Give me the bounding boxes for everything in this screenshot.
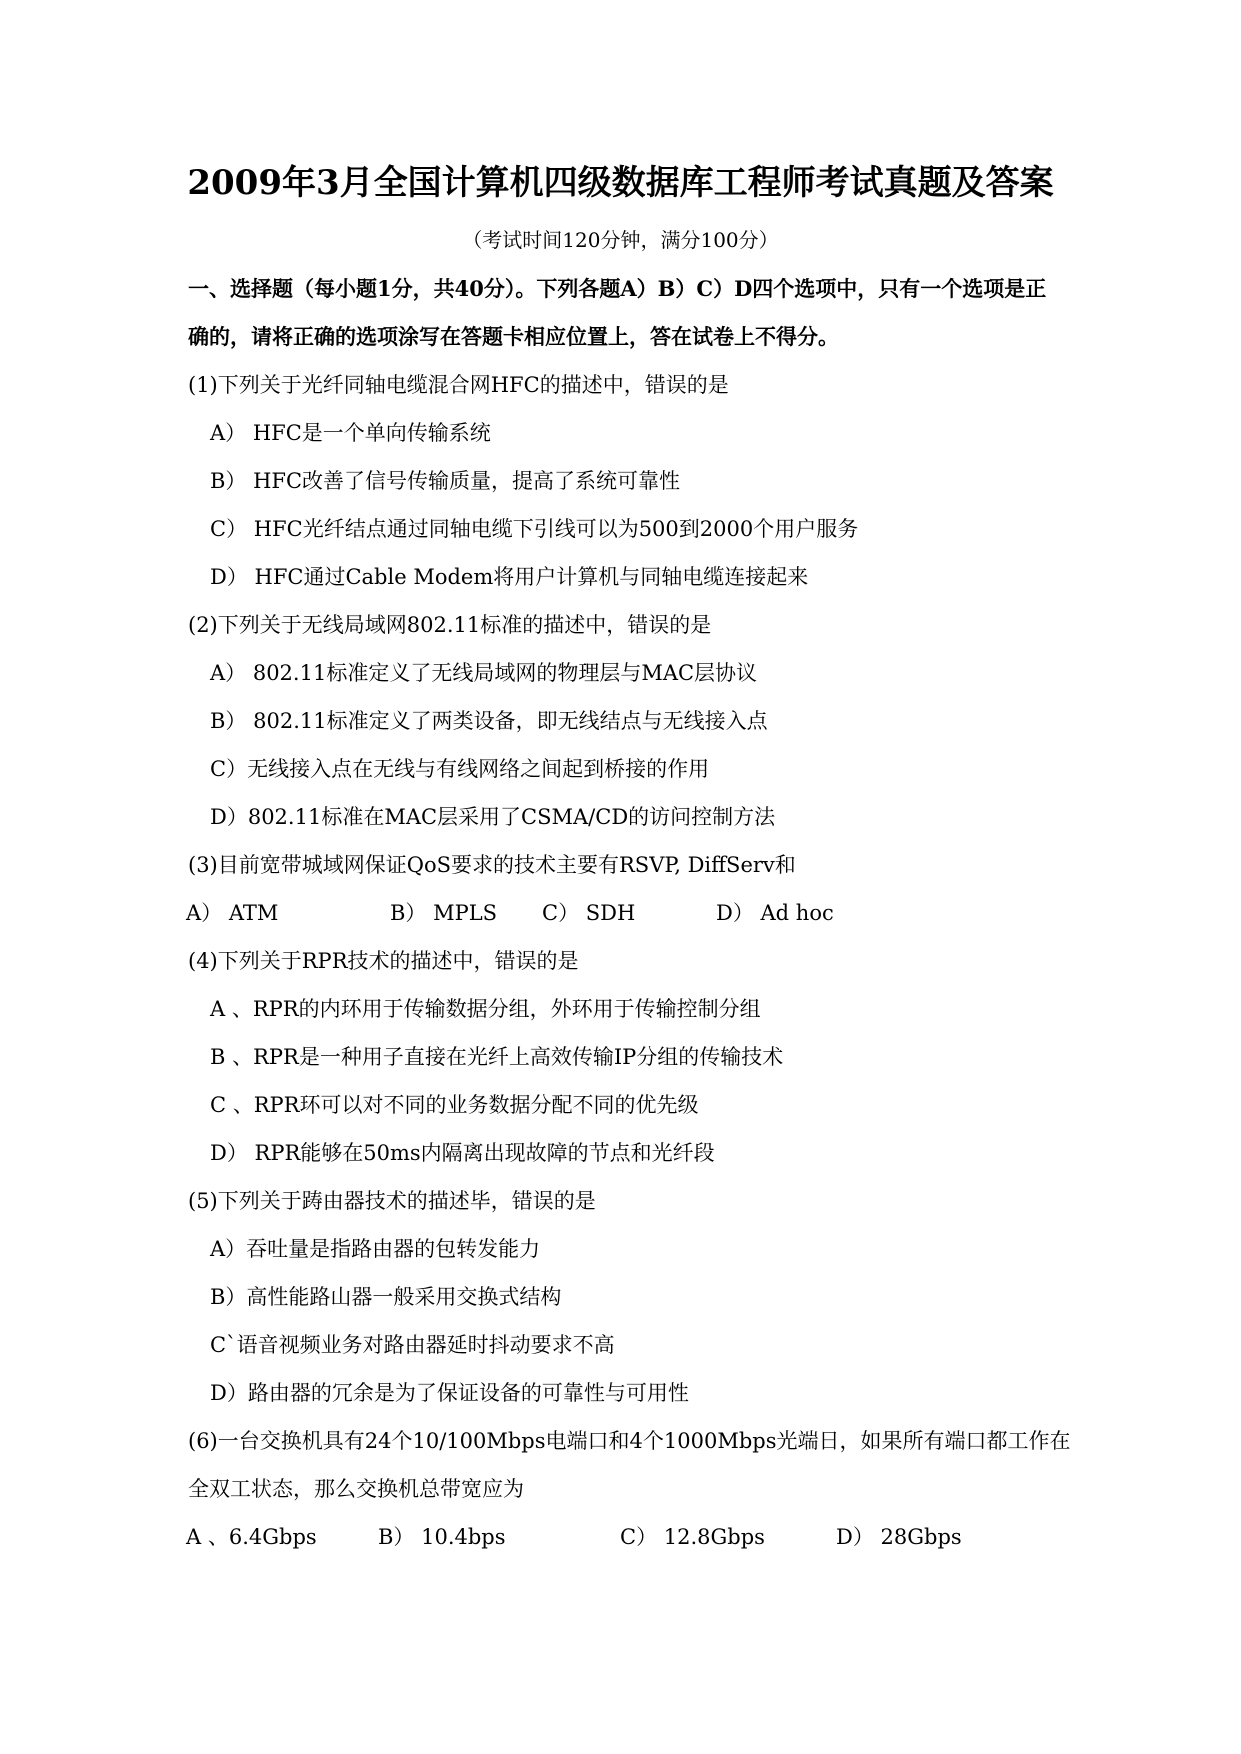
q4-option-b: B 、RPR是一种用子直接在光纤上高效传输IP分组的传输技术 [210,1045,784,1069]
q1-option-d: D） HFC通过Cable Modem将用户计算机与同轴电缆连接起来 [210,565,809,589]
q4-option-a: A 、RPR的内环用于传输数据分组，外环用于传输控制分组 [210,997,761,1021]
q6-option-a: A 、6.4Gbps [186,1525,317,1549]
q3-option-a: A） ATM [186,901,279,925]
q6-option-d: D） 28Gbps [836,1525,962,1549]
instructions-line-2: 确的，请将正确的选项涂写在答题卡相应位置上，答在试卷上不得分。 [188,324,839,349]
q5-stem: (5)下列关于踌由器技术的描述毕，错误的是 [188,1189,596,1213]
q5-option-a: A）吞吐量是指路由器的包转发能力 [210,1237,541,1261]
q6-option-c: C） 12.8Gbps [620,1525,765,1549]
q2-option-c: C）无线接入点在无线与有线网络之间起到桥接的作用 [210,757,710,781]
q1-option-c: C） HFC光纤结点通过同轴电缆下引线可以为500到2000个用户服务 [210,517,859,541]
q4-stem: (4)下列关于RPR技术的描述中，错误的是 [188,949,579,973]
q2-option-a: A） 802.11标准定义了无线局域网的物理层与MAC层协议 [210,661,758,685]
q3-option-c: C） SDH [542,901,636,925]
q1-stem: (1)下列关于光纤同轴电缆混合网HFC的描述中，错误的是 [188,373,729,397]
q1-option-a: A） HFC是一个单向传输系统 [210,421,491,445]
q6-stem-line-1: (6)一台交换机具有24个10/100Mbps电端口和4个1000Mbps光端日，如果所有端口都工作在 [188,1429,1071,1453]
q2-stem: (2)下列关于无线局域网802.11标准的描述中，错误的是 [188,613,712,637]
q3-option-d: D） Ad hoc [716,901,834,925]
page-subtitle: （考试时间120分钟，满分100分） [462,228,779,252]
q5-option-c: C`语音视频业务对路由器延时抖动要求不高 [210,1333,615,1357]
q4-option-d: D） RPR能够在50ms内隔离出现故障的节点和光纤段 [210,1141,715,1165]
q6-option-b: B） 10.4bps [378,1525,506,1549]
q5-option-d: D）路由器的冗余是为了保证设备的可靠性与可用性 [210,1381,689,1405]
q1-option-b: B） HFC改善了信号传输质量，提高了系统可靠性 [210,469,681,493]
q2-option-b: B） 802.11标准定义了两类设备，即无线结点与无线接入点 [210,709,768,733]
page-title: 2009年3月全国计算机四级数据库工程师考试真题及答案 [187,163,1054,203]
q6-stem-line-2: 全双工状态，那么交换机总带宽应为 [188,1477,524,1501]
instructions-line-1: 一、选择题（每小题1分，共40分）。下列各题A）B）C）D四个选项中，只有一个选项是正 [188,276,1047,301]
q5-option-b: B）高性能路山器一般采用交换式结构 [210,1285,562,1309]
q3-stem: (3)目前宽带城域网保证QoS要求的技术主要有RSVP, DiffServ和 [188,853,796,877]
q4-option-c: C 、RPR环可以对不同的业务数据分配不同的优先级 [210,1093,699,1117]
q2-option-d: D）802.11标准在MAC层采用了CSMA/CD的访问控制方法 [210,805,776,829]
q3-option-b: B） MPLS [390,901,498,925]
